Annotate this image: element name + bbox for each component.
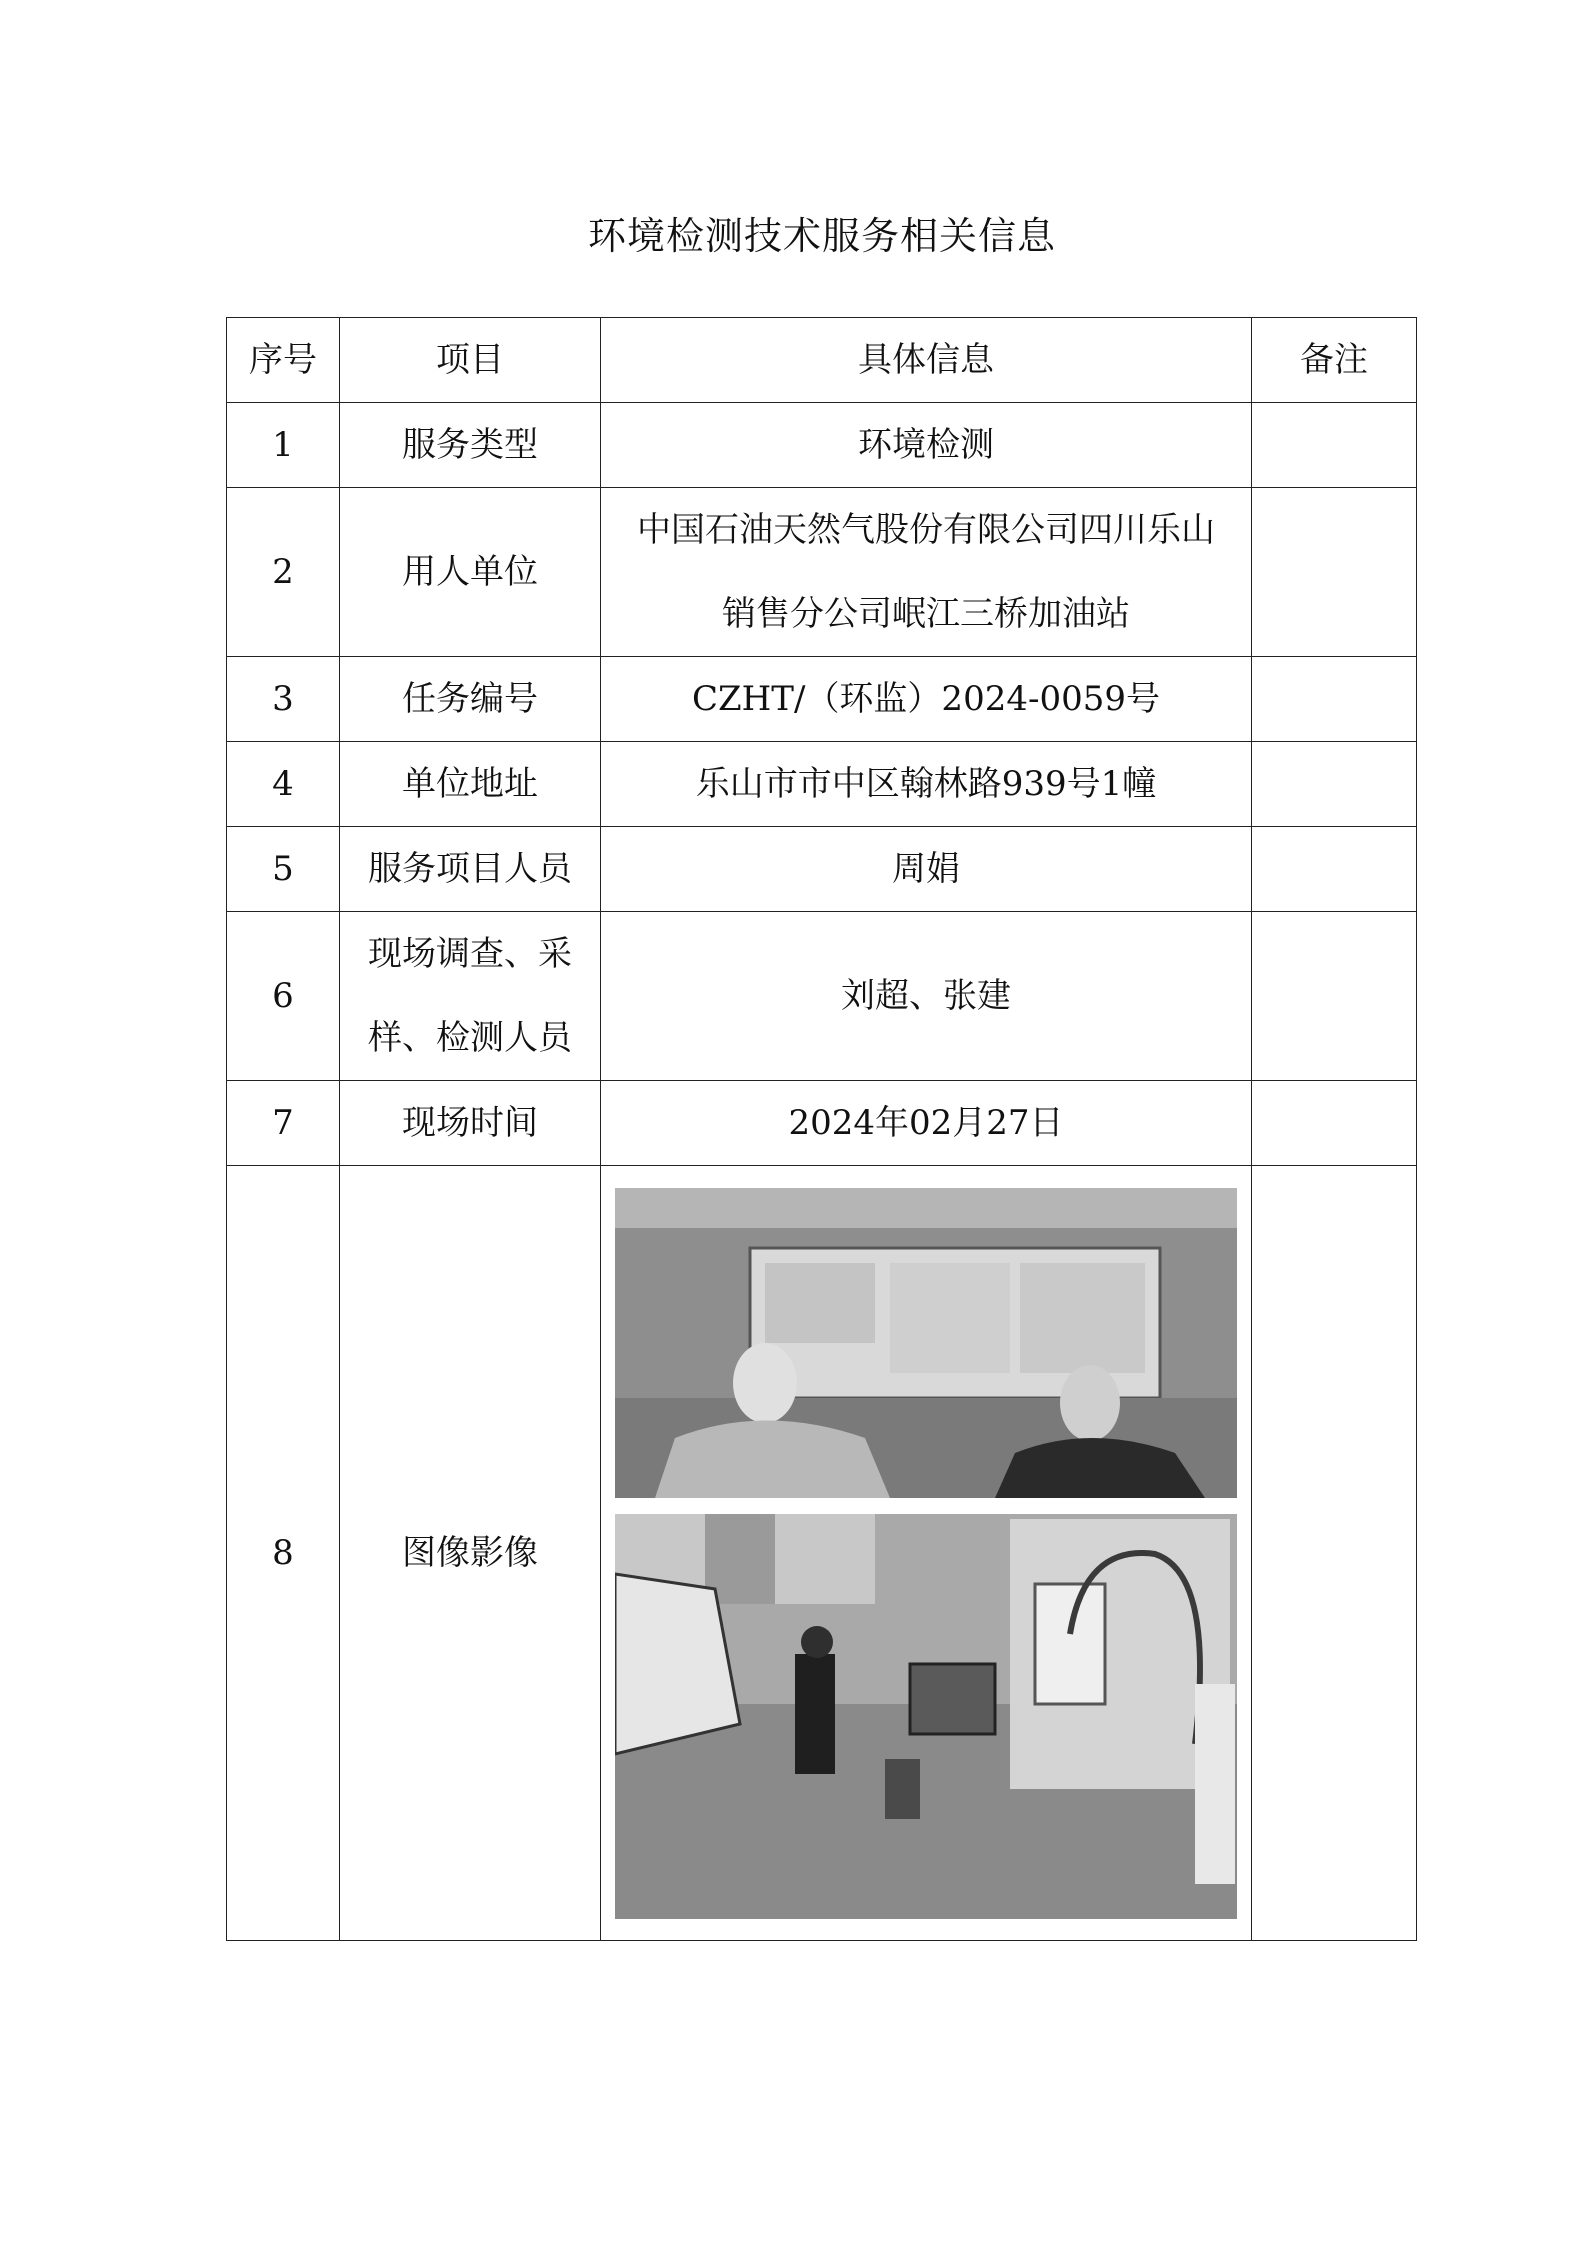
row-note bbox=[1252, 1081, 1417, 1166]
row-item: 现场时间 bbox=[340, 1081, 601, 1166]
photo-cell bbox=[601, 1166, 1252, 1941]
row-note bbox=[1252, 1166, 1417, 1941]
table-row bbox=[227, 1166, 1417, 1941]
row-item: 服务项目人员 bbox=[340, 827, 601, 912]
table-row bbox=[227, 488, 1417, 657]
row-info: 2024年02月27日 bbox=[601, 1081, 1252, 1166]
row-info: 环境检测 bbox=[601, 403, 1252, 488]
header-cell: 序号 bbox=[227, 318, 340, 403]
table-row bbox=[227, 912, 1417, 1081]
row-number: 2 bbox=[227, 488, 340, 657]
row-info: 周娟 bbox=[601, 827, 1252, 912]
row-info: 乐山市市中区翰林路939号1幢 bbox=[601, 742, 1252, 827]
table-row bbox=[227, 742, 1417, 827]
row-number: 3 bbox=[227, 657, 340, 742]
row-number: 7 bbox=[227, 1081, 340, 1166]
row-item: 单位地址 bbox=[340, 742, 601, 827]
row-note bbox=[1252, 827, 1417, 912]
header-cell: 具体信息 bbox=[601, 318, 1252, 403]
row-number: 5 bbox=[227, 827, 340, 912]
row-number: 4 bbox=[227, 742, 340, 827]
row-item: 图像影像 bbox=[340, 1166, 601, 1941]
row-note bbox=[1252, 488, 1417, 657]
info-table bbox=[226, 317, 1417, 1941]
table-header-row bbox=[227, 318, 1417, 403]
site-photo-sampling bbox=[615, 1514, 1237, 1919]
row-number: 6 bbox=[227, 912, 340, 1081]
row-info: 中国石油天然气股份有限公司四川乐山销售分公司岷江三桥加油站 bbox=[601, 488, 1252, 657]
table-row bbox=[227, 1081, 1417, 1166]
row-item: 现场调查、采样、检测人员 bbox=[340, 912, 601, 1081]
row-item: 服务类型 bbox=[340, 403, 601, 488]
photo-stack bbox=[601, 1180, 1251, 1927]
row-item: 任务编号 bbox=[340, 657, 601, 742]
table-row bbox=[227, 657, 1417, 742]
page-title: 环境检测技术服务相关信息 bbox=[587, 214, 1056, 258]
row-number: 1 bbox=[227, 403, 340, 488]
row-number: 8 bbox=[227, 1166, 340, 1941]
row-info: 刘超、张建 bbox=[601, 912, 1252, 1081]
row-note bbox=[1252, 657, 1417, 742]
site-photo-staff bbox=[615, 1188, 1237, 1498]
header-cell: 项目 bbox=[340, 318, 601, 403]
table-row bbox=[227, 827, 1417, 912]
row-info: CZHT/（环监）2024-0059号 bbox=[601, 657, 1252, 742]
header-cell: 备注 bbox=[1252, 318, 1417, 403]
row-item: 用人单位 bbox=[340, 488, 601, 657]
row-note bbox=[1252, 742, 1417, 827]
table-row bbox=[227, 403, 1417, 488]
row-note bbox=[1252, 912, 1417, 1081]
row-note bbox=[1252, 403, 1417, 488]
